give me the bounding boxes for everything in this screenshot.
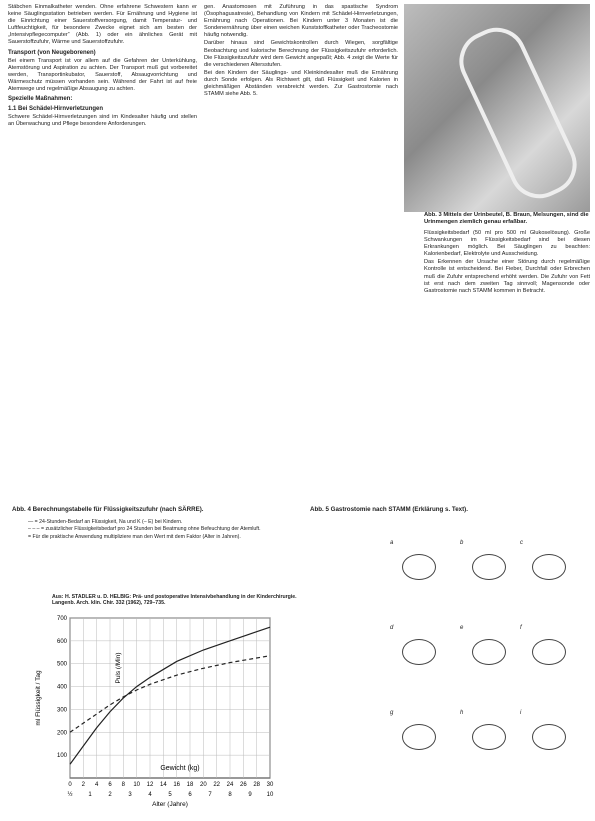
x-tick-label: 24 — [226, 782, 234, 788]
stoma-ring — [402, 639, 436, 665]
paragraph: Schwere Schädel-Hirnverletzungen sind im Kindesalter häufig und stellen an Überwachung und Pflege besondere Anforderungen. — [8, 114, 197, 128]
paragraph: Bei einem Transport ist vor allem auf die Gefahren der Unterkühlung, Atemstörung und Aspiration zu achten. Der Transport muß gut vorbereitet werden, Transportinkubator, Sauerstoff, Absaugvorrichtung und Wärmeschutz müssen vorhanden sein. Während der Fahrt ist auf freie Atemwege und regelmäßige Absaugung zu achten. — [8, 57, 197, 93]
x-tick-label: 6 — [108, 782, 112, 788]
urine-bag-photo — [404, 4, 590, 212]
figure-4-legend — [28, 519, 298, 541]
x2-tick-label: 6 — [188, 792, 192, 798]
x-tick-label: 18 — [186, 782, 194, 788]
x-axis-label: Gewicht (kg) — [160, 765, 200, 772]
x2-axis-label: Alter (Jahre) — [152, 801, 188, 808]
stoma-ring — [472, 724, 506, 750]
x-tick-label: 20 — [199, 782, 207, 788]
x-tick-label: 14 — [159, 782, 167, 788]
sketch-label: g — [390, 710, 394, 716]
series-line — [70, 656, 270, 733]
x2-tick-label: 7 — [208, 792, 212, 798]
x-tick-label: 12 — [146, 782, 154, 788]
sketch-panel — [390, 625, 450, 683]
text-column-2 — [204, 4, 398, 99]
sketch-panel — [390, 710, 450, 768]
x-tick-label: 2 — [81, 782, 86, 788]
stoma-ring — [402, 724, 436, 750]
sketch-panel — [390, 540, 450, 598]
figure-5-label: Abb. 5 Gastrostomie nach STAMM (Erklärung s. Text). — [310, 506, 468, 513]
sketch-label: a — [390, 540, 394, 546]
figure-4-label: Abb. 4 Berechnungstabelle für Flüssigkeitszufuhr (nach SÄRRE). — [12, 506, 204, 513]
y2-axis-label: Puls (/Min) — [115, 652, 122, 684]
stoma-ring — [402, 554, 436, 580]
sketch-label: e — [460, 625, 464, 631]
sketch-label: i — [520, 710, 522, 716]
figure-4-source: Aus: H. STADLER u. D. HELBIG: Prä- und postoperative Intensivbehandlung in der Kinderchirurgie. Langenb. Arch. klin. Chir. 332 (1962), 729–735. — [52, 594, 297, 607]
sketch-label: b — [460, 540, 464, 546]
plot-frame — [70, 618, 270, 778]
x-tick-label: 0 — [68, 782, 72, 788]
x2-tick-label: ½ — [67, 792, 73, 798]
x2-tick-label: 2 — [108, 792, 112, 798]
x-tick-label: 28 — [253, 782, 261, 788]
paragraph: Bei den Kindern der Säuglings- und Kleinkindesalter muß die Ernährung durch Sonde erfolgen. Als Richtwert gilt, daß Flüssigkeit und Kalorien in gleichmäßigen Abständen verabreicht werden. Zur Gastrostomie nach STAMM siehe Abb. 5. — [204, 69, 398, 98]
sketch-label: d — [390, 625, 394, 631]
paragraph: Stäbchen Einmalkatheter wenden. Ohne erfahrene Schwestern kann er keine Säuglingsstation betrieben werden. Für Ernährung und Hygiene ist die Einrichtung einer Sauerstoffversorgung, damit Temperatur- und Luftfeuchtigkeit, für besondere Zwecke eignet sich am besten der „Intensivpflegecomputer“ (Abb. 1) oder ein ähnliches Gerät mit Sauerstoffzufuhr, Wärme und Sauerstoffzufuhr. — [8, 4, 197, 46]
x-tick-label: 22 — [213, 782, 221, 788]
sketch-panel — [460, 710, 520, 768]
x2-tick-label: 5 — [168, 792, 172, 798]
sketch-panel — [520, 540, 580, 598]
sketch-label: c — [520, 540, 523, 546]
y-axis-label: ml Flüssigkeit / Tag — [35, 670, 42, 726]
section-heading: Transport (von Neugeborenen) — [8, 49, 96, 56]
stoma-ring — [472, 554, 506, 580]
sketch-panel — [520, 710, 580, 768]
y-tick-label: 600 — [56, 638, 67, 645]
x-tick-label: 4 — [94, 782, 99, 788]
y-tick-label: 700 — [56, 616, 67, 622]
stoma-ring — [532, 724, 566, 750]
tube-shape — [450, 18, 587, 208]
legend-line: — = 24-Stunden-Bedarf an Flüssigkeit, Na und K (– E) bei Kindern. — [28, 519, 183, 525]
series-line — [70, 627, 270, 764]
x-tick-label: 8 — [121, 782, 126, 788]
text-column-1 — [8, 4, 197, 130]
section-heading: Spezielle Maßnahmen: — [8, 96, 73, 103]
figure-3-caption: Abb. 3 Mittels der Urinbeutel, B. Braun, Melsungen, sind die Urinmengen ziemlich genau erfaßbar. — [424, 212, 589, 225]
paragraph: Das Erkennen der Ursache einer Störung durch regelmäßige Kontrolle ist entscheidend. Bei Fieber, Durchfall oder Erbrechen muß die Zufuhr entsprechend erhöht werden. Die Zufuhr von Fett ist erst nach dem zweiten Tag sinnvoll; Magensonde oder Gastrostomie nach STAMM kommen in Betracht. — [424, 259, 590, 294]
gastrostomy-sketches — [310, 520, 588, 812]
paragraph: Flüssigkeitsbedarf (50 ml pro 500 ml Glukoselösung). Große Schwankungen im Flüssigkeitsbedarf sind bei diesen Erkrankungen möglich. Bei Säuglingen zu beachten: Kalorienbedarf, Elektrolyte und Ausscheidung. — [424, 230, 590, 258]
sketch-label: f — [520, 625, 522, 631]
x2-tick-label: 1 — [88, 792, 92, 798]
paragraph: Darüber hinaus sind Gewichtskontrollen durch Wiegen, sorgfältige Beobachtung und kalorische Berechnung der Flüssigkeitszufuhr erforderlich. Die Flüssigkeitszufuhr wird dem Gewicht angepaßt; Abb. 4 zeigt die Werte für die verschiedenen Altersstufen. — [204, 40, 398, 68]
y-tick-label: 400 — [56, 684, 67, 691]
x2-tick-label: 4 — [148, 792, 152, 798]
fluid-chart — [30, 610, 280, 818]
stoma-ring — [472, 639, 506, 665]
y-tick-label: 500 — [56, 661, 67, 668]
x-tick-label: 30 — [266, 782, 274, 788]
y-tick-label: 300 — [56, 707, 67, 714]
x2-tick-label: 8 — [228, 792, 232, 798]
x-tick-label: 26 — [239, 782, 247, 788]
x-tick-label: 16 — [173, 782, 181, 788]
stoma-ring — [532, 639, 566, 665]
text-column-3 — [424, 230, 590, 296]
stoma-ring — [532, 554, 566, 580]
y-tick-label: 100 — [56, 753, 67, 760]
paragraph: gen. Anastomosen mit Zuführung in das spastische Syndrom (Ösophagusatresie), Behandlung von Kindern mit Schädel-Hirnverletzungen, Ernährung nach Operationen. Bei Kindern unter 3 Monaten ist die Sondenernährung über einen weichen Kunststoffkatheter oder Tracheostomie häufig notwendig. — [204, 4, 398, 39]
y-tick-label: 200 — [56, 730, 67, 737]
legend-line: – – – = zusätzlicher Flüssigkeitsbedarf pro 24 Stunden bei Beatmung ohne Befeuchtung der Atemluft. — [28, 526, 261, 533]
sketch-panel — [520, 625, 580, 683]
x2-tick-label: 3 — [128, 792, 132, 798]
sketch-label: h — [460, 710, 464, 716]
x2-tick-label: 9 — [248, 792, 252, 798]
sketch-panel — [460, 540, 520, 598]
x2-tick-label: 10 — [266, 792, 274, 798]
legend-line: = Für die praktische Anwendung multipliziere man den Wert mit dem Faktor (Alter in Jahren). — [28, 533, 241, 540]
section-subheading: 1.1 Bei Schädel-Hirnverletzungen — [8, 106, 104, 113]
sketch-panel — [460, 625, 520, 683]
x-tick-label: 10 — [133, 782, 141, 788]
